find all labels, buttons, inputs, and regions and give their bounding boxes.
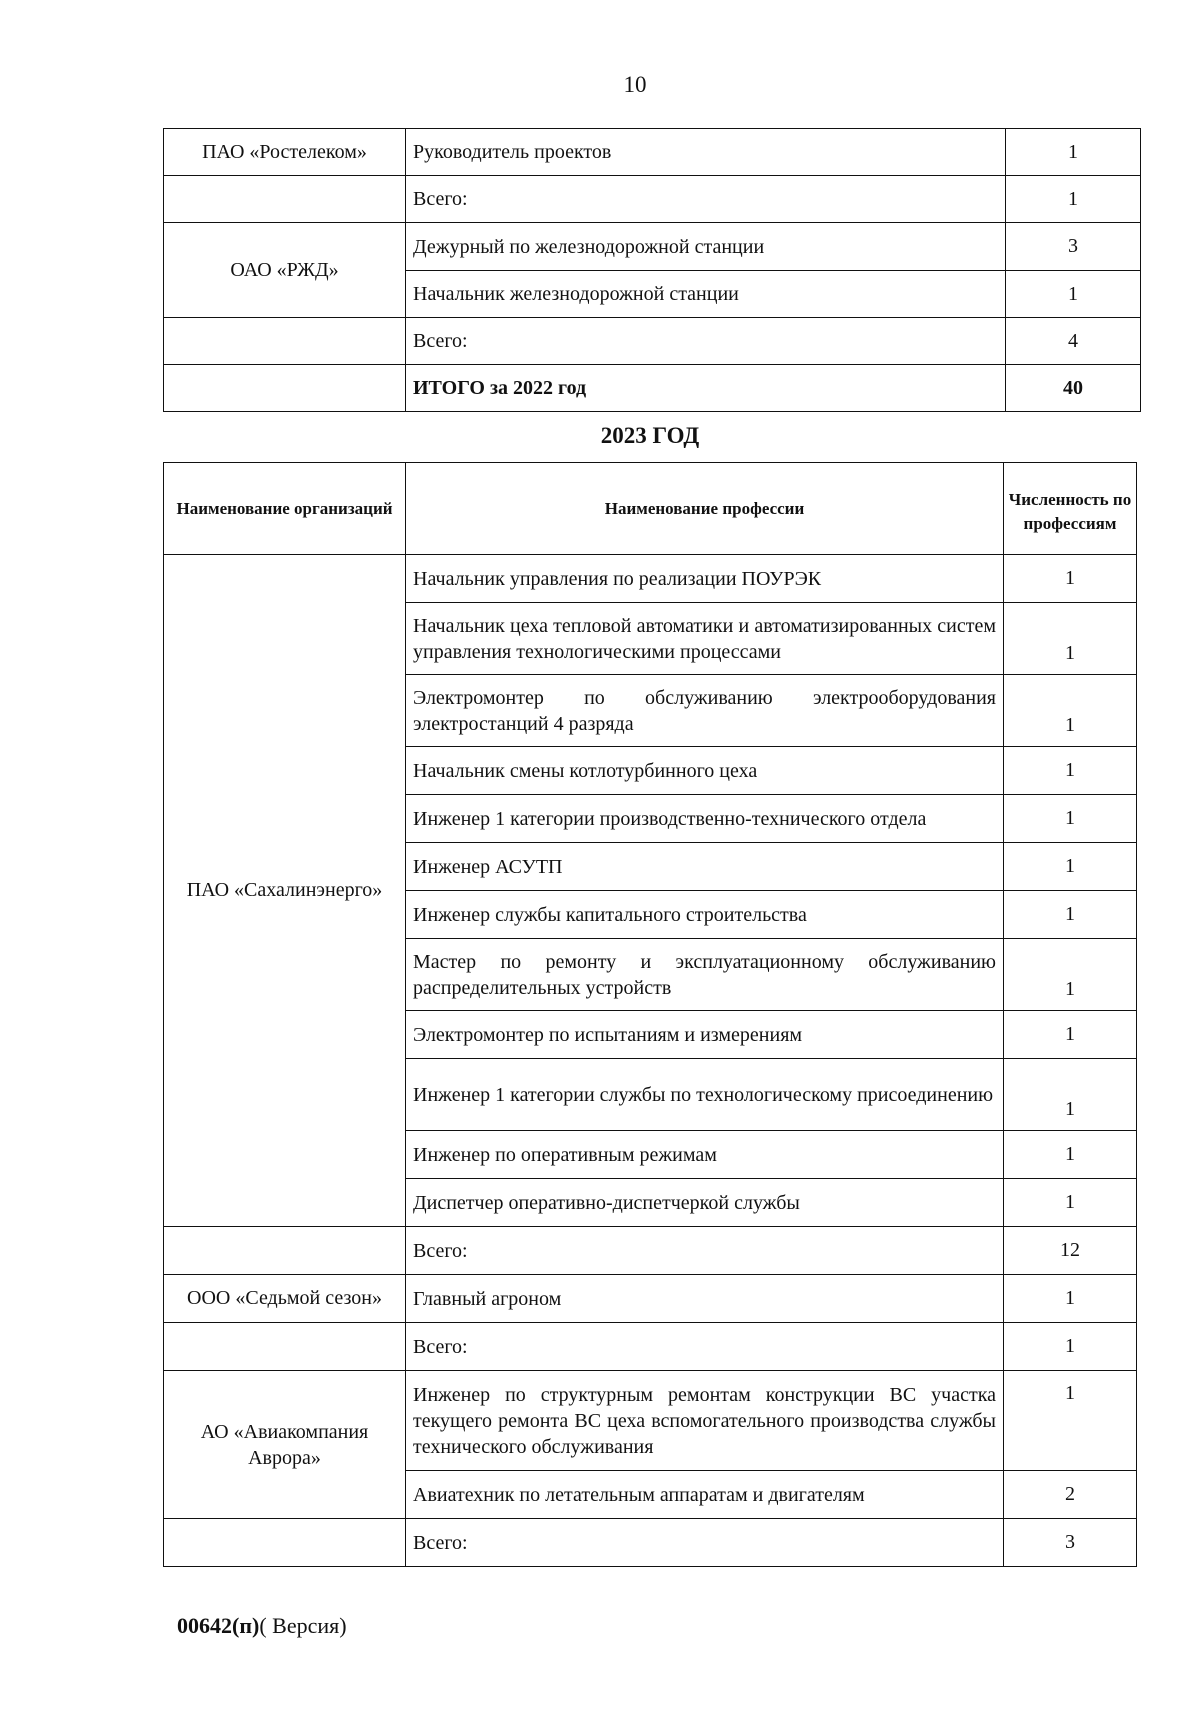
page-number: 10 [623,72,647,97]
org-cell: ПАО «Ростелеком» [164,129,406,176]
total-count: 1 [1006,176,1141,223]
table-row [164,318,1141,365]
profession-cell: Инженер 1 категории службы по технологическому присоединению [406,1059,1004,1131]
total-label: Всего: [406,176,1006,223]
count-cell: 1 [1004,939,1137,1011]
profession-cell: Инженер службы капитального строительства [406,891,1004,939]
document-version: ( Версия) [259,1613,347,1638]
profession-cell: Инженер АСУТП [406,843,1004,891]
profession-cell: Начальник цеха тепловой автоматики и автоматизированных систем управления технологическими процессами [406,603,1004,675]
profession-cell: Начальник железнодорожной станции [406,271,1006,318]
profession-cell: Мастер по ремонту и эксплуатационному обслуживанию распределительных устройств [406,939,1004,1011]
org-cell: ОАО «РЖД» [164,223,406,318]
total-label: Всего: [406,1519,1004,1567]
profession-cell: Начальник управления по реализации ПОУРЭК [406,555,1004,603]
count-cell: 1 [1004,1131,1137,1179]
table-row [164,1275,1137,1323]
count-cell: 1 [1004,843,1137,891]
table-row [164,365,1141,412]
count-cell: 1 [1004,1011,1137,1059]
count-cell: 1 [1004,891,1137,939]
count-cell: 3 [1006,223,1141,271]
table-row [164,129,1141,176]
count-cell: 1 [1004,1371,1137,1471]
grand-total-label: ИТОГО за 2022 год [406,365,1006,412]
total-count: 1 [1004,1323,1137,1371]
table-row [164,555,1137,603]
table-row [164,223,1141,271]
table-row [164,1371,1137,1471]
profession-cell: Инженер 1 категории производственно-технического отдела [406,795,1004,843]
profession-cell: Инженер по оперативным режимам [406,1131,1004,1179]
grand-total-count: 40 [1006,365,1141,412]
org-cell [164,1519,406,1567]
count-cell: 1 [1004,1275,1137,1323]
count-cell: 2 [1004,1471,1137,1519]
total-count: 3 [1004,1519,1137,1567]
profession-cell: Главный агроном [406,1275,1004,1323]
org-cell [164,176,406,223]
year-heading: 2023 ГОД [600,423,700,448]
profession-cell: Дежурный по железнодорожной станции [406,223,1006,271]
total-label: Всего: [406,1227,1004,1275]
total-label: Всего: [406,318,1006,365]
header-org: Наименование организаций [164,463,406,555]
total-label: Всего: [406,1323,1004,1371]
count-cell: 1 [1004,603,1137,675]
count-cell: 1 [1004,1179,1137,1227]
document-number: 00642(п) [177,1613,260,1638]
count-cell: 1 [1004,675,1137,747]
count-cell: 1 [1006,271,1141,318]
table-2022 [163,128,1141,412]
org-cell [164,1323,406,1371]
profession-cell: Руководитель проектов [406,129,1006,176]
total-count: 12 [1004,1227,1137,1275]
profession-cell: Электромонтер по обслуживанию электрооборудования электростанций 4 разряда [406,675,1004,747]
table-row [164,1323,1137,1371]
header-profession: Наименование профессии [406,463,1004,555]
profession-cell: Диспетчер оперативно-диспетчеркой службы [406,1179,1004,1227]
table-row [164,1519,1137,1567]
org-cell: ПАО «Сахалинэнерго» [164,555,406,1227]
profession-cell: Инженер по структурным ремонтам конструкции ВС участка текущего ремонта ВС цеха вспомогательного производства службы технического обслуживания [406,1371,1004,1471]
count-cell: 1 [1004,747,1137,795]
profession-cell: Электромонтер по испытаниям и измерениям [406,1011,1004,1059]
org-cell [164,1227,406,1275]
count-cell: 1 [1004,1059,1137,1131]
org-cell: АО «Авиакомпания Аврора» [164,1371,406,1519]
table-2023 [163,462,1137,1567]
count-cell: 1 [1004,555,1137,603]
count-cell: 1 [1004,795,1137,843]
document-code [177,1613,347,1639]
table-row [164,1227,1137,1275]
profession-cell: Начальник смены котлотурбинного цеха [406,747,1004,795]
table-row [164,176,1141,223]
total-count: 4 [1006,318,1141,365]
header-count: Численность по профессиям [1004,463,1137,555]
profession-cell: Авиатехник по летательным аппаратам и двигателям [406,1471,1004,1519]
count-cell: 1 [1006,129,1141,176]
header-row [164,463,1137,555]
org-cell [164,318,406,365]
org-cell: ООО «Седьмой сезон» [164,1275,406,1323]
org-cell [164,365,406,412]
